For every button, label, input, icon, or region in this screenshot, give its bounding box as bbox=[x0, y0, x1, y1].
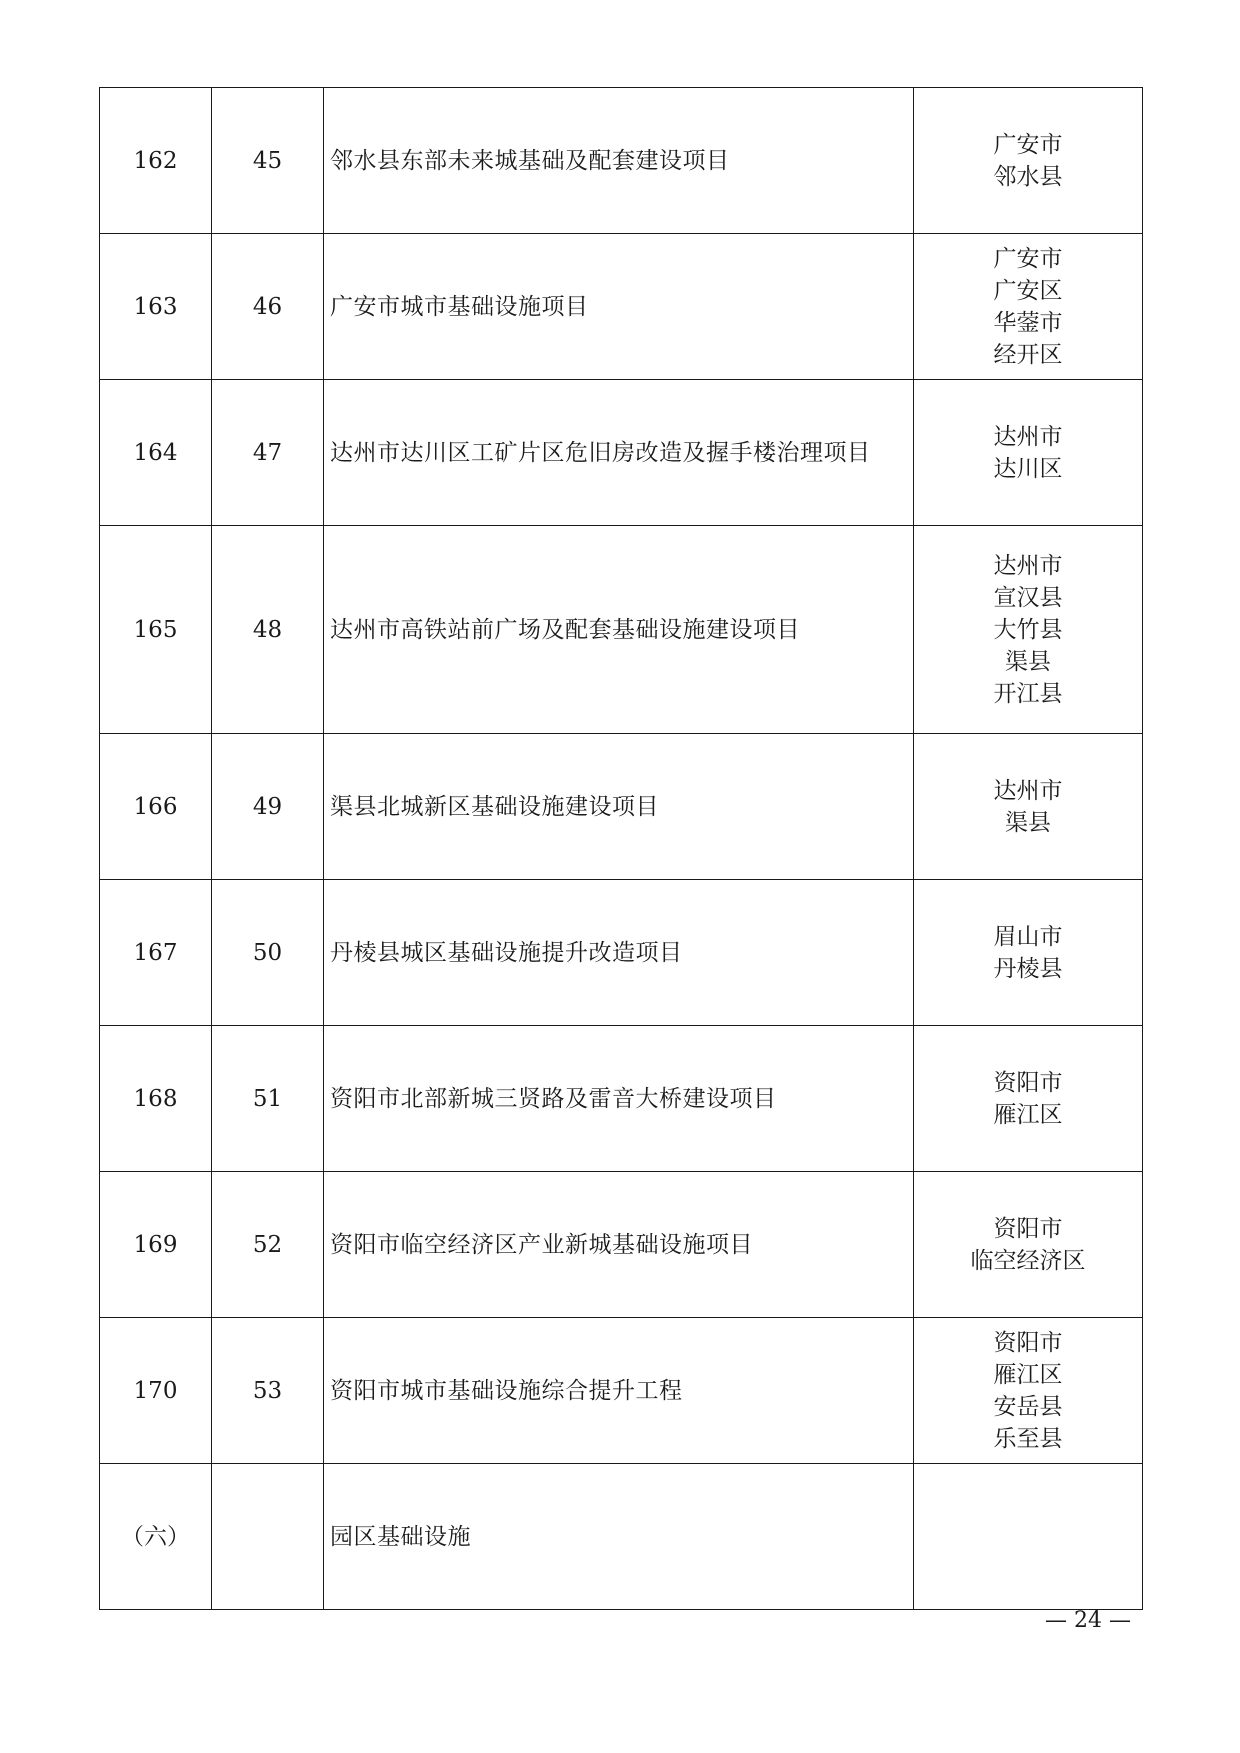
location-line: 达州市 bbox=[993, 777, 1063, 804]
seq-number-cell: 164 bbox=[100, 380, 212, 526]
location-cell bbox=[914, 1318, 1143, 1464]
page-number: — 24 — bbox=[1045, 1608, 1131, 1633]
location-line: 达川区 bbox=[993, 455, 1063, 482]
location-line: 雁江区 bbox=[993, 1361, 1063, 1388]
location-line: 广安区 bbox=[993, 277, 1063, 304]
location-line: 华蓥市 bbox=[993, 309, 1063, 336]
table-row bbox=[100, 380, 1143, 526]
location-line: 邻水县 bbox=[993, 163, 1063, 190]
sub-number-cell: 51 bbox=[212, 1026, 324, 1172]
location-line: 经开区 bbox=[993, 341, 1063, 368]
location-line: 资阳市 bbox=[993, 1329, 1063, 1356]
location-cell bbox=[914, 380, 1143, 526]
seq-number-cell: （六） bbox=[100, 1464, 212, 1610]
seq-number-cell: 167 bbox=[100, 880, 212, 1026]
sub-number-cell bbox=[212, 1464, 324, 1610]
project-name-cell: 资阳市城市基础设施综合提升工程 bbox=[324, 1318, 914, 1464]
sub-number-cell: 47 bbox=[212, 380, 324, 526]
table-row bbox=[100, 526, 1143, 734]
seq-number-cell: 165 bbox=[100, 526, 212, 734]
sub-number-cell: 46 bbox=[212, 234, 324, 380]
project-name-cell: 丹棱县城区基础设施提升改造项目 bbox=[324, 880, 914, 1026]
project-table-body bbox=[100, 88, 1143, 1610]
project-name-cell: 达州市达川区工矿片区危旧房改造及握手楼治理项目 bbox=[324, 380, 914, 526]
project-name-cell: 邻水县东部未来城基础及配套建设项目 bbox=[324, 88, 914, 234]
location-line: 广安市 bbox=[993, 131, 1063, 158]
location-line: 雁江区 bbox=[993, 1101, 1063, 1128]
project-name-cell: 园区基础设施 bbox=[324, 1464, 914, 1610]
seq-number-cell: 163 bbox=[100, 234, 212, 380]
location-cell bbox=[914, 880, 1143, 1026]
location-line: 眉山市 bbox=[993, 923, 1063, 950]
project-name-cell: 渠县北城新区基础设施建设项目 bbox=[324, 734, 914, 880]
project-name-cell: 资阳市临空经济区产业新城基础设施项目 bbox=[324, 1172, 914, 1318]
location-line: 广安市 bbox=[993, 245, 1063, 272]
location-line: 开江县 bbox=[993, 680, 1063, 707]
sub-number-cell: 52 bbox=[212, 1172, 324, 1318]
location-cell bbox=[914, 734, 1143, 880]
seq-number-cell: 169 bbox=[100, 1172, 212, 1318]
table-row bbox=[100, 880, 1143, 1026]
location-cell bbox=[914, 526, 1143, 734]
table-row bbox=[100, 234, 1143, 380]
location-line: 安岳县 bbox=[993, 1393, 1063, 1420]
project-name-cell: 达州市高铁站前广场及配套基础设施建设项目 bbox=[324, 526, 914, 734]
location-line: 渠县 bbox=[1005, 809, 1051, 836]
location-line: 临空经济区 bbox=[970, 1247, 1086, 1274]
sub-number-cell: 48 bbox=[212, 526, 324, 734]
sub-number-cell: 45 bbox=[212, 88, 324, 234]
location-line: 大竹县 bbox=[993, 616, 1063, 643]
location-cell bbox=[914, 1026, 1143, 1172]
project-name-cell: 资阳市北部新城三贤路及雷音大桥建设项目 bbox=[324, 1026, 914, 1172]
location-line: 乐至县 bbox=[993, 1425, 1063, 1452]
table-row bbox=[100, 1464, 1143, 1610]
seq-number-cell: 170 bbox=[100, 1318, 212, 1464]
project-name-cell: 广安市城市基础设施项目 bbox=[324, 234, 914, 380]
table-row bbox=[100, 1026, 1143, 1172]
location-cell bbox=[914, 1172, 1143, 1318]
location-cell bbox=[914, 1464, 1143, 1610]
location-line: 渠县 bbox=[1005, 648, 1051, 675]
location-line: 丹棱县 bbox=[993, 955, 1063, 982]
location-line: 宣汉县 bbox=[993, 584, 1063, 611]
table-row bbox=[100, 734, 1143, 880]
seq-number-cell: 162 bbox=[100, 88, 212, 234]
location-line: 资阳市 bbox=[993, 1069, 1063, 1096]
location-line: 资阳市 bbox=[993, 1215, 1063, 1242]
location-line: 达州市 bbox=[993, 423, 1063, 450]
seq-number-cell: 168 bbox=[100, 1026, 212, 1172]
location-cell bbox=[914, 88, 1143, 234]
table-row bbox=[100, 88, 1143, 234]
sub-number-cell: 50 bbox=[212, 880, 324, 1026]
sub-number-cell: 53 bbox=[212, 1318, 324, 1464]
project-table bbox=[99, 87, 1143, 1610]
table-row bbox=[100, 1172, 1143, 1318]
sub-number-cell: 49 bbox=[212, 734, 324, 880]
table-row bbox=[100, 1318, 1143, 1464]
location-cell bbox=[914, 234, 1143, 380]
location-line: 达州市 bbox=[993, 552, 1063, 579]
seq-number-cell: 166 bbox=[100, 734, 212, 880]
